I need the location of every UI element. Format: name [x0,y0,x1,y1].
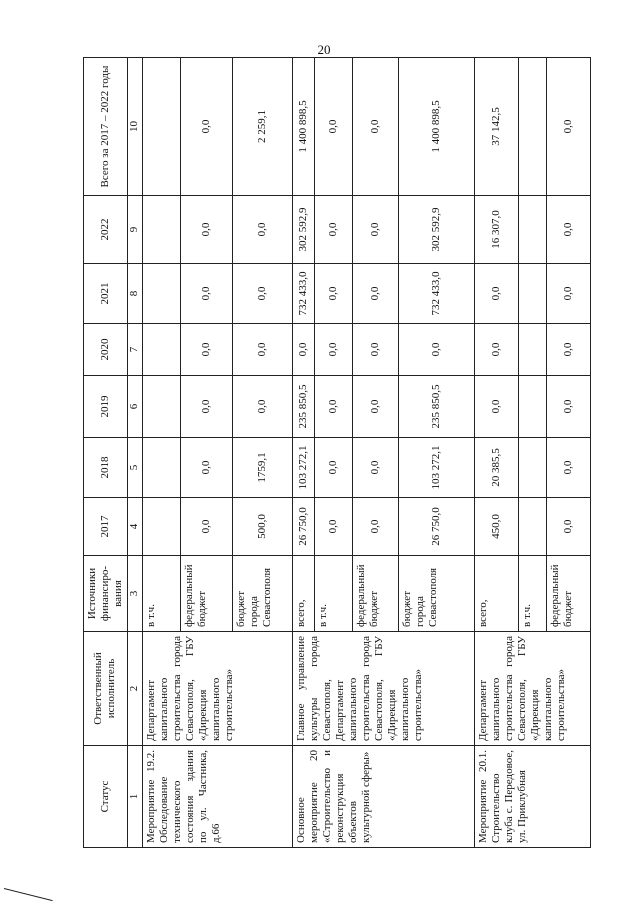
value-cell: 0,0 [180,264,232,324]
value-cell: 235 850,5 [398,376,474,438]
value-cell: 0,0 [232,264,292,324]
value-cell: 0,0 [232,376,292,438]
value-cell [142,498,180,556]
value-cell: 0,0 [232,324,292,376]
column-number: 3 [127,556,142,632]
value-cell: 2 259,1 [232,58,292,196]
value-cell: 0,0 [232,196,292,264]
value-cell: 0,0 [352,324,398,376]
source-cell: бюджет города Севастополя [232,556,292,632]
column-number: 7 [127,324,142,376]
header-year-2020: 2020 [84,324,128,376]
column-number: 9 [127,196,142,264]
value-cell: 0,0 [546,58,590,196]
value-cell: 0,0 [180,58,232,196]
column-number: 4 [127,498,142,556]
value-cell [518,324,546,376]
value-cell: 0,0 [314,324,352,376]
value-cell: 0,0 [546,376,590,438]
source-cell: бюджет города Севастополя [398,556,474,632]
value-cell: 0,0 [352,438,398,498]
column-number-row [127,58,142,848]
column-number: 1 [127,746,142,848]
value-cell: 0,0 [292,324,314,376]
value-cell [518,196,546,264]
scan-pen-stroke [4,888,53,901]
value-cell: 0,0 [474,324,518,376]
value-cell: 235 850,5 [292,376,314,438]
value-cell: 0,0 [314,264,352,324]
value-cell: 302 592,9 [398,196,474,264]
executor-cell: Департамент капитального строительства города Севастополя, ГБУ «Дирекция капитального строительства» [474,632,590,746]
value-cell: 103 272,1 [398,438,474,498]
value-cell: 0,0 [180,324,232,376]
value-cell: 20 385,5 [474,438,518,498]
value-cell: 0,0 [352,498,398,556]
header-year-2018: 2018 [84,438,128,498]
value-cell: 0,0 [398,324,474,376]
value-cell [518,438,546,498]
value-cell: 500,0 [232,498,292,556]
value-cell: 26 750,0 [398,498,474,556]
value-cell [518,376,546,438]
value-cell: 0,0 [180,498,232,556]
source-cell: федеральный бюджет [180,556,232,632]
value-cell: 732 433,0 [292,264,314,324]
header-year-2022: 2022 [84,196,128,264]
table-row [474,58,518,848]
header-year-2021: 2021 [84,264,128,324]
value-cell: 450,0 [474,498,518,556]
header-year-2017: 2017 [84,498,128,556]
source-cell: в т.ч. [142,556,180,632]
value-cell [142,196,180,264]
column-number: 5 [127,438,142,498]
source-cell: всего, [474,556,518,632]
page-number: 20 [317,42,331,57]
value-cell: 37 142,5 [474,58,518,196]
value-cell: 0,0 [546,324,590,376]
header-status: Статус [84,746,128,848]
value-cell: 0,0 [474,264,518,324]
value-cell [142,58,180,196]
column-number: 10 [127,58,142,196]
column-number: 2 [127,632,142,746]
value-cell: 16 307,0 [474,196,518,264]
value-cell: 103 272,1 [292,438,314,498]
status-cell: Мероприятие 20.1. Строительство клуба с. Передовое, ул. Приклубная [474,746,590,848]
value-cell: 732 433,0 [398,264,474,324]
value-cell [518,264,546,324]
value-cell: 0,0 [314,376,352,438]
source-cell: в т.ч. [518,556,546,632]
value-cell: 0,0 [314,438,352,498]
value-cell [142,376,180,438]
value-cell: 0,0 [546,196,590,264]
executor-cell: Департамент капитального строительства города Севастополя, ГБУ «Дирекция капитального строительства» [142,632,292,746]
column-number: 6 [127,376,142,438]
value-cell: 302 592,9 [292,196,314,264]
value-cell: 0,0 [180,438,232,498]
value-cell: 0,0 [546,498,590,556]
source-cell: федеральный бюджет [546,556,590,632]
source-cell: в т.ч. [314,556,352,632]
value-cell: 0,0 [314,58,352,196]
header-year-2019: 2019 [84,376,128,438]
header-total: Всего за 2017 – 2022 годы [84,58,128,196]
table-row [142,58,180,848]
status-cell: Мероприятие 19.2. Обследование технического состояния здания по ул. Частника, д.66 [142,746,292,848]
table-row [292,58,314,848]
value-cell: 0,0 [314,498,352,556]
value-cell [142,438,180,498]
value-cell: 0,0 [314,196,352,264]
value-cell: 0,0 [180,376,232,438]
value-cell: 0,0 [352,264,398,324]
rotated-table-container [83,58,573,848]
value-cell: 0,0 [474,376,518,438]
value-cell [518,498,546,556]
value-cell: 1 400 898,5 [398,58,474,196]
value-cell: 0,0 [352,196,398,264]
executor-cell: Главное управление культуры города Севастополя, Департамент капитального строительства города Севастополя, ГБУ «Дирекция капитального строительства» [292,632,474,746]
source-cell: федеральный бюджет [352,556,398,632]
value-cell [142,324,180,376]
value-cell: 0,0 [180,196,232,264]
value-cell: 0,0 [352,58,398,196]
header-row [84,58,128,848]
header-executor: Ответственный исполнитель [84,632,128,746]
value-cell: 26 750,0 [292,498,314,556]
column-number: 8 [127,264,142,324]
source-cell: всего, [292,556,314,632]
value-cell: 0,0 [352,376,398,438]
status-cell: Основное мероприятие 20 «Строительство и реконструкция объектов культурной сферы» [292,746,474,848]
header-sources: Источники финансиро-вания [84,556,128,632]
value-cell [518,58,546,196]
financing-table [83,57,591,848]
value-cell: 0,0 [546,264,590,324]
value-cell [142,264,180,324]
value-cell: 1 400 898,5 [292,58,314,196]
value-cell: 1759,1 [232,438,292,498]
value-cell: 0,0 [546,438,590,498]
